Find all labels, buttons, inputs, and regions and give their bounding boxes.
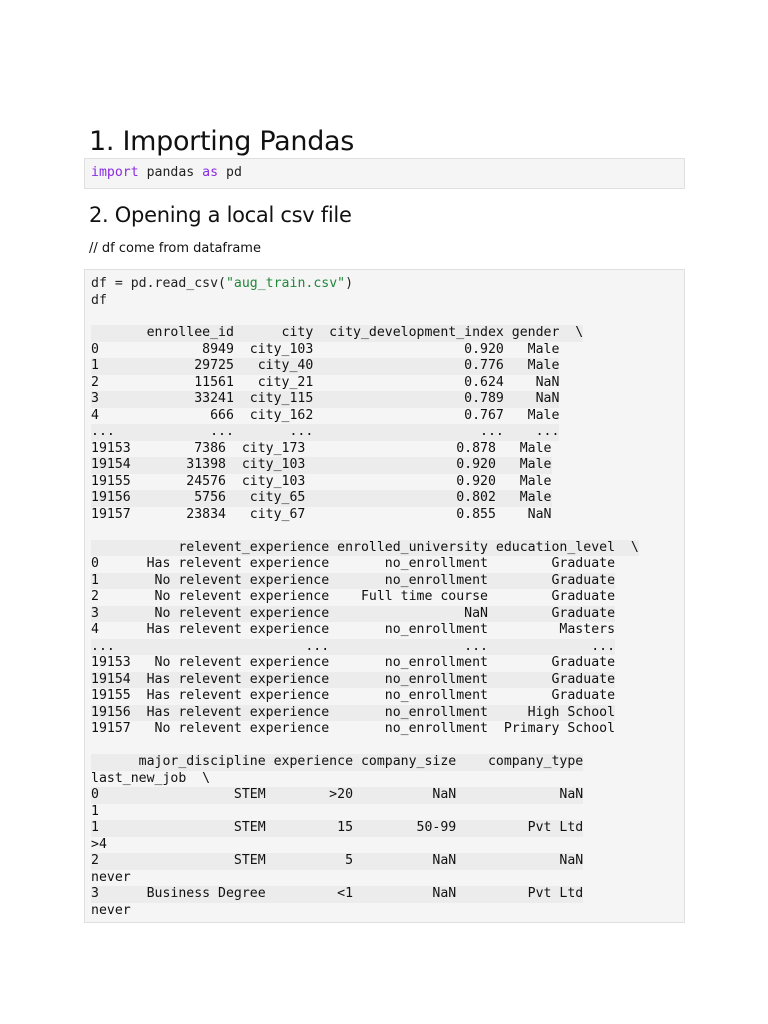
table-row: 19154 Has relevent experience no_enrollment Graduate	[91, 671, 616, 687]
dataframe-output	[91, 325, 681, 936]
table-row: 1 29725 city_40 0.776 Male	[91, 358, 560, 373]
table-row: 0 8949 city_103 0.920 Male	[91, 341, 560, 357]
table-row: never	[91, 902, 131, 918]
dataframe-table	[91, 754, 681, 919]
table-row: 2 STEM 5 NaN NaN	[91, 853, 584, 868]
code-input	[91, 276, 353, 309]
table-row: 1 No relevent experience no_enrollment Graduate	[91, 572, 616, 588]
table-row: 4 666 city_162 0.767 Male	[91, 407, 560, 423]
dataframe-table	[91, 325, 681, 523]
code-cell-import[interactable]	[84, 158, 685, 189]
table-header: relevent_experience enrolled_university education_level \	[91, 539, 639, 555]
table-row: 4 Has relevent experience no_enrollment Masters	[91, 622, 616, 637]
table-row: 19156 5756 city_65 0.802 Male	[91, 490, 552, 505]
dataframe-table	[91, 540, 681, 738]
heading-opening-csv: 2. Opening a local csv file	[89, 203, 352, 227]
code-line-import	[91, 165, 242, 182]
heading-importing-pandas: 1. Importing Pandas	[89, 126, 355, 157]
table-row: 19154 31398 city_103 0.920 Male	[91, 457, 552, 472]
table-row: 3 33241 city_115 0.789 NaN	[91, 391, 560, 406]
table-row: 3 No relevent experience NaN Graduate	[91, 605, 616, 621]
table-row: 3 Business Degree <1 NaN Pvt Ltd	[91, 886, 584, 901]
table-header: major_discipline experience company_size company_type	[91, 754, 584, 769]
table-row: 0 STEM >20 NaN NaN	[91, 787, 584, 802]
table-row: 1	[91, 803, 99, 819]
markdown-note: // df come from dataframe	[89, 241, 261, 256]
table-row: 1 STEM 15 50-99 Pvt Ltd	[91, 820, 584, 835]
code-text: df	[91, 292, 107, 308]
table-row: 19157 No relevent experience no_enrollment Primary School	[91, 721, 616, 736]
code-cell-read-csv[interactable]	[84, 269, 685, 923]
table-row: >4	[91, 836, 107, 852]
table-header: enrollee_id city city_development_index gender \	[91, 325, 584, 340]
table-row: ... ... ... ...	[91, 638, 616, 654]
table-row: 19155 Has relevent experience no_enrollment Graduate	[91, 688, 616, 703]
code-text: pandas	[138, 165, 203, 180]
table-row: 0 Has relevent experience no_enrollment Graduate	[91, 556, 616, 571]
table-row: 19153 7386 city_173 0.878 Male	[91, 440, 552, 456]
table-row: never	[91, 869, 131, 885]
table-row: 19156 Has relevent experience no_enrollment High School	[91, 704, 616, 720]
table-row: 19155 24576 city_103 0.920 Male	[91, 473, 552, 489]
code-text: df = pd.read_csv(	[91, 276, 226, 291]
code-text: )	[345, 276, 354, 291]
keyword-import: import	[91, 165, 139, 180]
table-row: 19153 No relevent experience no_enrollment Graduate	[91, 655, 616, 670]
keyword-as: as	[202, 165, 219, 180]
code-text: pd	[218, 165, 242, 180]
table-row: 2 No relevent experience Full time course Graduate	[91, 589, 616, 604]
table-row: 2 11561 city_21 0.624 NaN	[91, 374, 560, 390]
table-row: last_new_job \	[91, 770, 211, 786]
table-row: ... ... ... ... ...	[91, 424, 560, 439]
string-literal: "aug_train.csv"	[225, 276, 346, 291]
table-row: 19157 23834 city_67 0.855 NaN	[91, 506, 552, 522]
